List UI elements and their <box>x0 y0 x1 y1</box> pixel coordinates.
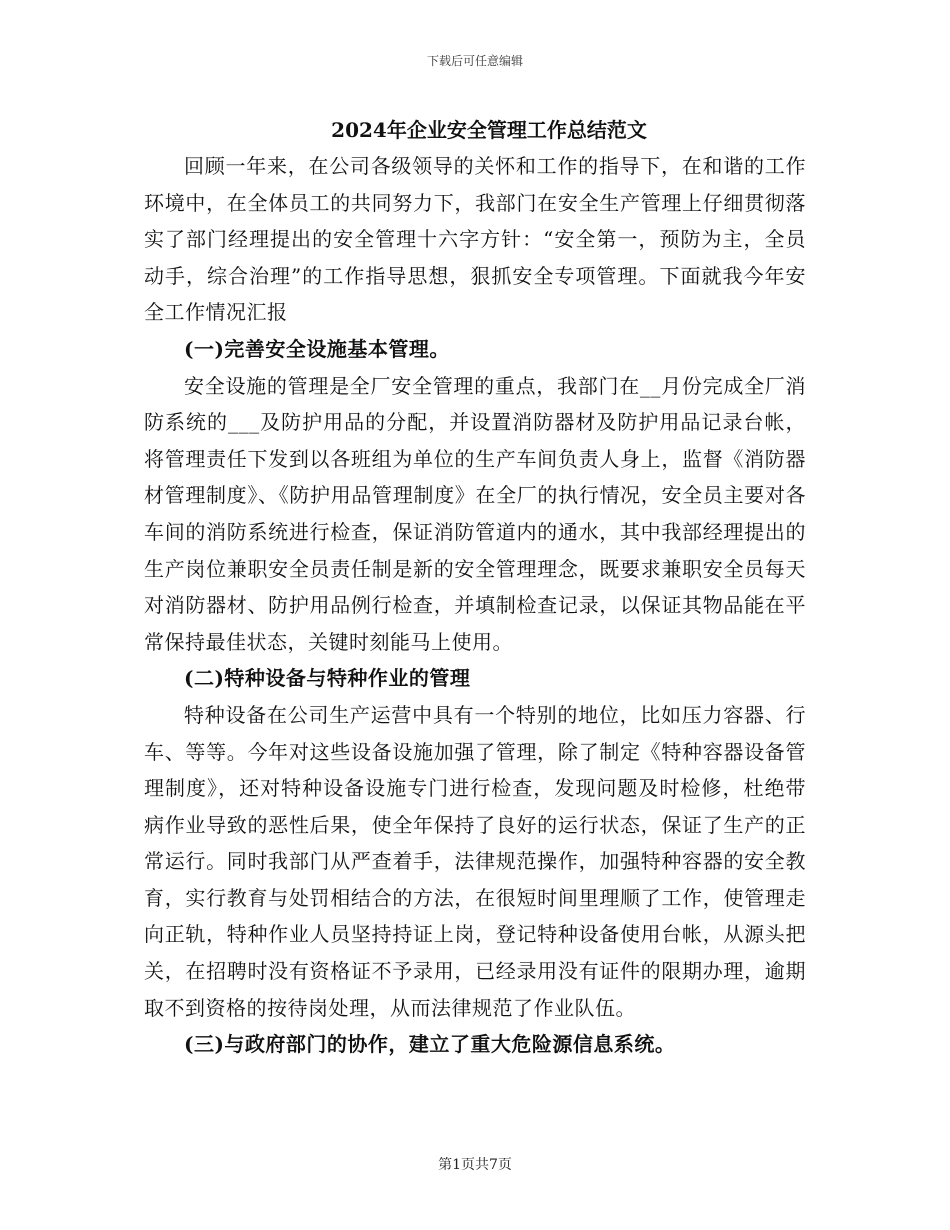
section-3-heading: (三)与政府部门的协作，建立了重大危险源信息系统。 <box>184 1032 676 1057</box>
section-2-heading: (二)特种设备与特种作业的管理 <box>184 666 471 691</box>
document-body <box>144 112 806 1063</box>
section-1-heading: (一)完善安全设施基本管理。 <box>184 336 450 361</box>
page-header-note: 下载后可任意编辑 <box>426 54 523 68</box>
section-1-body: 安全设施的管理是全厂安全管理的重点，我部门在__月份完成全厂消防系统的___及防护用品的分配，并设置消防器材及防护用品记录台帐，将管理责任下发到以各班组为单位的生产车间负责人身上，监督《消防器材管理制度》、《防护用品管理制度》在全厂的执行情况，安全员主要对各车间的消防系统进行检查，保证消防管道内的通水，其中我部经理提出的生产岗位兼职安全员责任制是新的安全管理理念，既要求兼职安全员每天对消防器材、防护用品例行检查，并填制检查记录，以保证其物品能在平常保持最佳状态，关键时刻能马上使用。 <box>144 373 806 654</box>
page-number: 第1页共7页 <box>438 1157 512 1173</box>
document-title: 2024年企业安全管理工作总结范文 <box>331 118 647 142</box>
intro-paragraph: 回顾一年来，在公司各级领导的关怀和工作的指导下，在和谐的工作环境中，在全体员工的共同努力下，我部门在安全生产管理上仔细贯彻落实了部门经理提出的安全管理十六字方针：“安全第一，预防为主，全员动手，综合治理”的工作指导思想，狠抓安全专项管理。下面就我今年安全工作情况汇报 <box>144 154 806 325</box>
section-2-body: 特种设备在公司生产运营中具有一个特别的地位，比如压力容器、行车、等等。今年对这些设备设施加强了管理，除了制定《特种容器设备管理制度》，还对特种设备设施专门进行检查，发现问题及时检修，杜绝带病作业导致的恶性后果，使全年保持了良好的运行状态，保证了生产的正常运行。同时我部门从严查着手，法律规范操作，加强特种容器的安全教育，实行教育与处罚相结合的方法，在很短时间里理顺了工作，使管理走向正轨，特种作业人员坚持持证上岗，登记特种设备使用台帐，从源头把关，在招聘时没有资格证不予录用，已经录用没有证件的限期办理，逾期取不到资格的按待岗处理，从而法律规范了作业队伍。 <box>144 702 806 1020</box>
